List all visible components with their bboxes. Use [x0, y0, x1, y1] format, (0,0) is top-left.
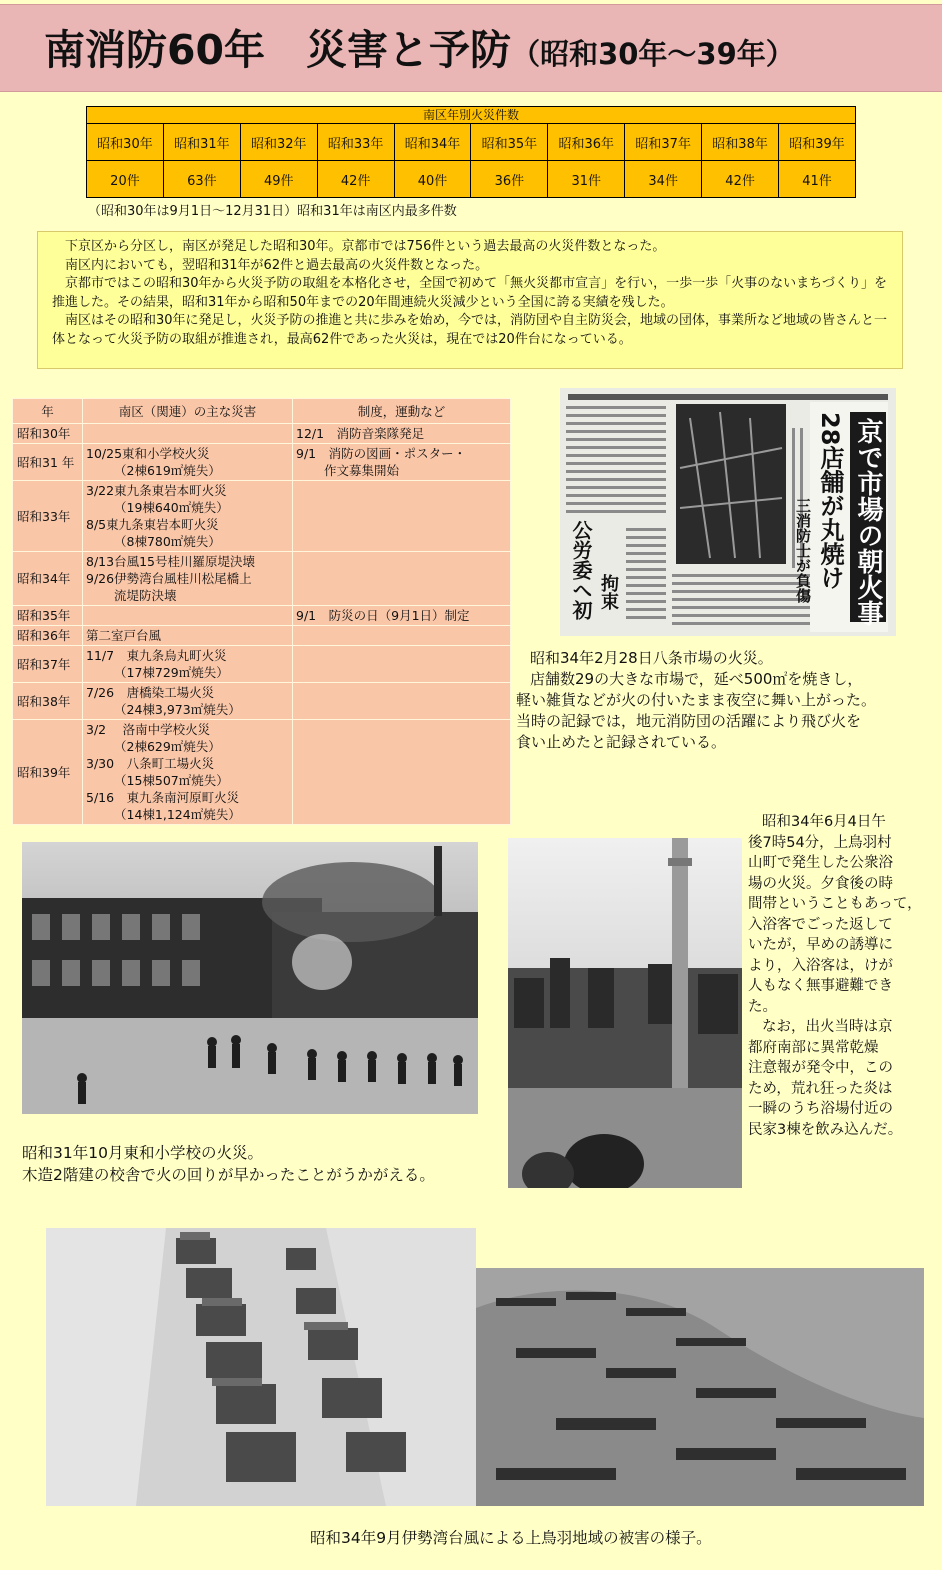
- fire-table-year-cell: 昭和33年: [317, 124, 394, 161]
- fire-table-count-cell: 49件: [240, 161, 317, 198]
- events-systems-cell: [293, 424, 511, 444]
- caption-line: 当時の記録では，地元消防団の活躍により飛び火を: [516, 712, 862, 730]
- events-table-row: [13, 720, 511, 825]
- events-table-row: [13, 424, 511, 444]
- events-line: 5/16 東九条南河原町火災: [86, 790, 240, 805]
- events-line: 流堤防決壊: [114, 588, 177, 603]
- events-line: 8/5東九条東岩本町火災: [86, 517, 219, 532]
- events-line: （2棟619㎡焼失）: [114, 463, 221, 478]
- page-title: [44, 20, 795, 84]
- events-line: （17棟729㎡焼失）: [114, 665, 229, 680]
- fire-table-count-cell: 20件: [87, 161, 164, 198]
- caption-line: 間帯ということもあって，: [748, 896, 922, 912]
- fire-table-year-cell: 昭和34年: [394, 124, 471, 161]
- fire-table-year-cell: 昭和37年: [625, 124, 702, 161]
- fire-table-note: （昭和30年は9月1日～12月31日）昭和31年は南区内最多件数: [88, 204, 457, 219]
- caption-line: なお，出火当時は京: [762, 1019, 893, 1035]
- fire-table-year-cell: 昭和36年: [548, 124, 625, 161]
- events-year-cell: 昭和37年: [13, 646, 83, 683]
- events-header-systems: 制度，運動など: [293, 399, 511, 424]
- typhoon-photo-flooded-street: [46, 1228, 476, 1506]
- fire-count-table: [86, 106, 856, 198]
- fire-table-year-cell: 昭和31年: [163, 124, 240, 161]
- intro-paragraph: 南区内においても，翌昭和31年が62件と過去最高の火災件数となった。: [65, 257, 489, 273]
- events-line: 9/26伊勢湾台風桂川松尾橋上: [86, 571, 252, 586]
- caption-line: 入浴客でごった返して: [748, 916, 893, 933]
- fire-table-year-cell: 昭和30年: [87, 124, 164, 161]
- events-disasters-cell: [83, 626, 293, 646]
- events-systems-cell: [293, 481, 511, 552]
- events-systems-cell: [293, 444, 511, 481]
- caption-line: 昭和34年6月4日午: [762, 814, 886, 830]
- events-line: 第二室戸台風: [86, 628, 162, 643]
- market-fire-caption: [516, 648, 936, 753]
- caption-line: 木造2階建の校舎で火の回りが早かったことがうかがえる。: [22, 1166, 435, 1184]
- caption-line: より，入浴客は，けが: [748, 957, 893, 974]
- fire-table-year-cell: 昭和35年: [471, 124, 548, 161]
- intro-paragraph: 南区はその昭和30年に発足し，火災予防の推進と共に歩みを始め，今では，消防団や自主防災会，地域の団体，事業所など地域の皆さんと一体となって火災予防の取組が推進され，最高62件であった火災は，現在では20件台になっている。: [52, 313, 888, 347]
- newspaper-side-headline: 公労委へ初: [569, 520, 593, 620]
- fire-table-count-cell: 36件: [471, 161, 548, 198]
- events-line: 8/13台風15号桂川羅原堤決壊: [86, 554, 255, 569]
- caption-line: た。: [748, 998, 777, 1015]
- events-year-cell: 昭和31 年: [13, 444, 83, 481]
- events-year-cell: 昭和39年: [13, 720, 83, 825]
- fire-table-caption: 南区年別火災件数: [87, 107, 856, 124]
- caption-line: 昭和34年2月28日八条市場の火災。: [530, 649, 773, 667]
- fire-table-count-cell: 34件: [625, 161, 702, 198]
- events-year-cell: 昭和30年: [13, 424, 83, 444]
- events-line: 3/2 洛南中学校火災: [86, 722, 211, 737]
- caption-line: 人もなく無事避難でき: [748, 978, 893, 994]
- events-table-row: [13, 606, 511, 626]
- events-systems-cell: [293, 606, 511, 626]
- events-line: 7/26 唐橋染工場火災: [86, 685, 215, 700]
- fire-table-count-cell: 40件: [394, 161, 471, 198]
- events-line: （19棟640㎡焼失）: [114, 500, 229, 515]
- caption-line: 一瞬のうち浴場付近の: [748, 1101, 893, 1117]
- events-systems-cell: [293, 552, 511, 606]
- caption-line: いたが，早めの誘導に: [748, 937, 893, 953]
- events-year-cell: 昭和33年: [13, 481, 83, 552]
- events-line: 3/22東九条東岩本町火災: [86, 483, 227, 498]
- newspaper-subhead-2: 三消防士が負傷: [794, 498, 812, 603]
- intro-paragraph: 下京区から分区し，南区が発足した昭和30年。京都市では756件という過去最高の火災件数となった。: [65, 239, 666, 254]
- events-disasters-cell: [83, 481, 293, 552]
- events-table-row: [13, 552, 511, 606]
- fire-table-year-cell: 昭和38年: [702, 124, 779, 161]
- events-line: 作文募集開始: [324, 463, 400, 478]
- events-year-cell: 昭和34年: [13, 552, 83, 606]
- events-table-row: [13, 683, 511, 720]
- events-year-cell: 昭和35年: [13, 606, 83, 626]
- caption-line: 都府南部に異常乾燥: [748, 1039, 879, 1056]
- events-line: （24棟3,973㎡焼失）: [114, 702, 241, 717]
- caption-line: 昭和31年10月東和小学校の火災。: [22, 1144, 263, 1162]
- bathhouse-fire-caption: [748, 812, 938, 1140]
- events-disasters-cell: [83, 720, 293, 825]
- events-table-row: [13, 626, 511, 646]
- events-disasters-cell: [83, 552, 293, 606]
- events-line: 12/1 消防音楽隊発足: [296, 426, 425, 441]
- events-table: [12, 398, 511, 825]
- caption-line: 食い止めたと記録されている。: [516, 733, 727, 751]
- fire-table-count-cell: 42件: [317, 161, 394, 198]
- events-systems-cell: [293, 646, 511, 683]
- events-line: 9/1 防災の日（9月1日）制定: [296, 608, 470, 623]
- page-title-sub: （昭和30年～39年）: [511, 37, 795, 71]
- events-line: （14棟1,124㎡焼失）: [114, 807, 241, 822]
- fire-table-count-cell: 42件: [702, 161, 779, 198]
- intro-text-box: [37, 231, 903, 369]
- events-disasters-cell: [83, 424, 293, 444]
- events-disasters-cell: [83, 606, 293, 626]
- page-title-main: 南消防60年 災害と予防: [44, 26, 512, 74]
- school-fire-photo: [22, 842, 478, 1114]
- events-systems-cell: [293, 720, 511, 825]
- events-disasters-cell: [83, 646, 293, 683]
- events-header-year: 年: [13, 399, 83, 424]
- fire-table-year-cell: 昭和39年: [779, 124, 856, 161]
- caption-line: 注意報が発令中，この: [748, 1060, 893, 1076]
- events-table-row: [13, 481, 511, 552]
- events-line: （8棟780㎡焼失）: [114, 534, 221, 549]
- bathhouse-fire-photo: [508, 838, 742, 1188]
- events-table-row: [13, 444, 511, 481]
- events-line: 3/30 八条町工場火災: [86, 756, 215, 771]
- school-fire-caption: [22, 1142, 502, 1186]
- events-line: （15棟507㎡焼失）: [114, 773, 229, 788]
- events-disasters-cell: [83, 683, 293, 720]
- caption-line: 店舗数29の大きな市場で，延べ500㎡を焼きし，: [530, 670, 863, 688]
- events-line: （2棟629㎡焼失）: [114, 739, 221, 754]
- fire-table-count-cell: 41件: [779, 161, 856, 198]
- events-table-row: [13, 646, 511, 683]
- events-systems-cell: [293, 626, 511, 646]
- newspaper-subhead: 28店舗が丸焼け: [816, 412, 844, 590]
- caption-line: ため，荒れ狂った炎は: [748, 1080, 893, 1097]
- intro-paragraph: 京都市ではこの昭和30年から火災予防の取組を本格化させ，全国で初めて「無火災都市宣言」を行い，一歩一歩「火事のないまちづくり」を推進した。その結果，昭和31年から昭和50年までの20年間連続火災減少という全国に誇る実績を残した。: [52, 276, 888, 310]
- caption-line: 山町で発生した公衆浴: [748, 855, 893, 871]
- caption-line: 後7時54分，上鳥羽村: [748, 834, 892, 851]
- newspaper-headline: 京で市場の朝火事: [853, 418, 883, 626]
- caption-line: 軽い雑貨などが火の付いたまま夜空に舞い上がった。: [516, 691, 877, 709]
- newspaper-clipping-photo: [560, 388, 896, 636]
- events-line: 10/25東和小学校火災: [86, 446, 210, 461]
- events-systems-cell: [293, 683, 511, 720]
- fire-table-count-cell: 63件: [163, 161, 240, 198]
- caption-line: 民家3棟を飲み込んだ。: [748, 1121, 903, 1138]
- fire-table-count-cell: 31件: [548, 161, 625, 198]
- events-year-cell: 昭和36年: [13, 626, 83, 646]
- typhoon-caption: 昭和34年9月伊勢湾台風による上鳥羽地域の被害の様子。: [310, 1529, 712, 1547]
- events-line: 9/1 消防の図画・ポスター・: [296, 446, 467, 461]
- events-line: 11/7 東九条烏丸町火災: [86, 648, 227, 663]
- events-header-disasters: 南区（関連）の主な災害: [83, 399, 293, 424]
- fire-table-year-cell: 昭和32年: [240, 124, 317, 161]
- newspaper-side-headline-2: 拘束: [598, 574, 619, 610]
- events-year-cell: 昭和38年: [13, 683, 83, 720]
- caption-line: 場の火災。夕食後の時: [748, 875, 893, 892]
- events-disasters-cell: [83, 444, 293, 481]
- typhoon-photo-aerial-flood: [476, 1268, 924, 1506]
